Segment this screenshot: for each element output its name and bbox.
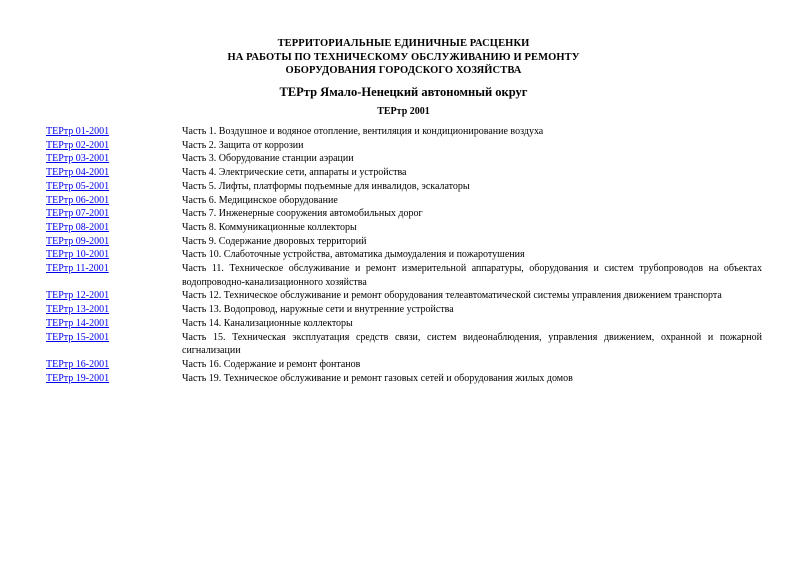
- document-title: [0, 37, 807, 78]
- part-row: [46, 207, 762, 221]
- part-row: [46, 194, 762, 208]
- part-title: Часть 8. Коммуникационные коллекторы: [182, 221, 357, 233]
- part-link-11[interactable]: ТЕРтр 11-2001: [46, 263, 109, 275]
- part-link-08[interactable]: ТЕРтр 08-2001: [46, 221, 110, 233]
- part-link-12[interactable]: ТЕРтр 12-2001: [46, 290, 110, 302]
- part-row: [46, 358, 762, 372]
- part-row: [46, 221, 762, 235]
- part-row: [46, 262, 762, 289]
- part-title: Часть 15. Техническая эксплуатация средств связи, систем видеонаблюдения, управления движением, охранной и пожарной сигнализации: [182, 331, 762, 357]
- part-title: Часть 12. Техническое обслуживание и ремонт оборудования телеавтоматической системы управления движением транспорта: [182, 290, 722, 302]
- parts-list: [46, 125, 762, 385]
- part-title: Часть 1. Воздушное и водяное отопление, вентиляция и кондиционирование воздуха: [182, 126, 544, 137]
- part-link-16[interactable]: ТЕРтр 16-2001: [46, 358, 110, 370]
- part-link-19[interactable]: ТЕРтр 19-2001: [46, 372, 110, 384]
- part-row: [46, 180, 762, 194]
- part-link-01[interactable]: ТЕРтр 01-2001: [46, 126, 110, 137]
- part-title: Часть 4. Электрические сети, аппараты и устройства: [182, 167, 407, 179]
- part-row: [46, 125, 762, 139]
- part-link-15[interactable]: ТЕРтр 15-2001: [46, 331, 110, 343]
- part-row: [46, 235, 762, 249]
- part-title: Часть 10. Слаботочные устройства, автоматика дымоудаления и пожаротушения: [182, 249, 525, 261]
- part-row: [46, 152, 762, 166]
- part-title: Часть 14. Канализационные коллекторы: [182, 317, 353, 329]
- part-title: Часть 3. Оборудование станции аэрации: [182, 153, 354, 165]
- title-line-3: ОБОРУДОВАНИЯ ГОРОДСКОГО ХОЗЯЙСТВА: [285, 65, 522, 76]
- part-row: [46, 331, 762, 358]
- part-link-03[interactable]: ТЕРтр 03-2001: [46, 153, 110, 165]
- part-row: [46, 303, 762, 317]
- part-title: Часть 7. Инженерные сооружения автомобильных дорог: [182, 208, 423, 220]
- part-title: Часть 9. Содержание дворовых территорий: [182, 235, 367, 247]
- part-row: [46, 248, 762, 262]
- part-row: [46, 166, 762, 180]
- title-line-2: НА РАБОТЫ ПО ТЕХНИЧЕСКОМУ ОБСЛУЖИВАНИЮ И РЕМОНТУ: [227, 51, 580, 63]
- part-title: Часть 5. Лифты, платформы подъемные для инвалидов, эскалаторы: [182, 180, 470, 192]
- part-link-09[interactable]: ТЕРтр 09-2001: [46, 235, 110, 247]
- part-link-04[interactable]: ТЕРтр 04-2001: [46, 167, 110, 179]
- part-link-10[interactable]: ТЕРтр 10-2001: [46, 249, 110, 261]
- region-subtitle: ТЕРтр Ямало-Ненецкий автономный округ: [279, 85, 528, 99]
- part-title: Часть 6. Медицинское оборудование: [182, 194, 338, 206]
- part-title: Часть 2. Защита от коррозии: [182, 139, 304, 151]
- part-link-02[interactable]: ТЕРтр 02-2001: [46, 139, 110, 151]
- collection-code: ТЕРтр 2001: [377, 106, 430, 117]
- title-line-1: ТЕРРИТОРИАЛЬНЫЕ ЕДИНИЧНЫЕ РАСЦЕНКИ: [277, 38, 530, 49]
- part-link-06[interactable]: ТЕРтр 06-2001: [46, 194, 110, 206]
- part-link-13[interactable]: ТЕРтр 13-2001: [46, 304, 110, 316]
- part-title: Часть 19. Техническое обслуживание и ремонт газовых сетей и оборудования жилых домов: [182, 372, 573, 384]
- part-link-07[interactable]: ТЕРтр 07-2001: [46, 208, 110, 220]
- part-title: Часть 16. Содержание и ремонт фонтанов: [182, 358, 361, 370]
- part-row: [46, 372, 762, 386]
- part-row: [46, 289, 762, 303]
- part-link-05[interactable]: ТЕРтр 05-2001: [46, 180, 110, 192]
- part-title: Часть 13. Водопровод, наружные сети и внутренние устройства: [182, 304, 454, 316]
- part-row: [46, 317, 762, 331]
- part-row: [46, 139, 762, 153]
- part-link-14[interactable]: ТЕРтр 14-2001: [46, 317, 110, 329]
- part-title: Часть 11. Техническое обслуживание и ремонт измерительной аппаратуры, оборудования и систем трубопроводов на объектах водопроводно-канализационного хозяйства: [182, 263, 762, 288]
